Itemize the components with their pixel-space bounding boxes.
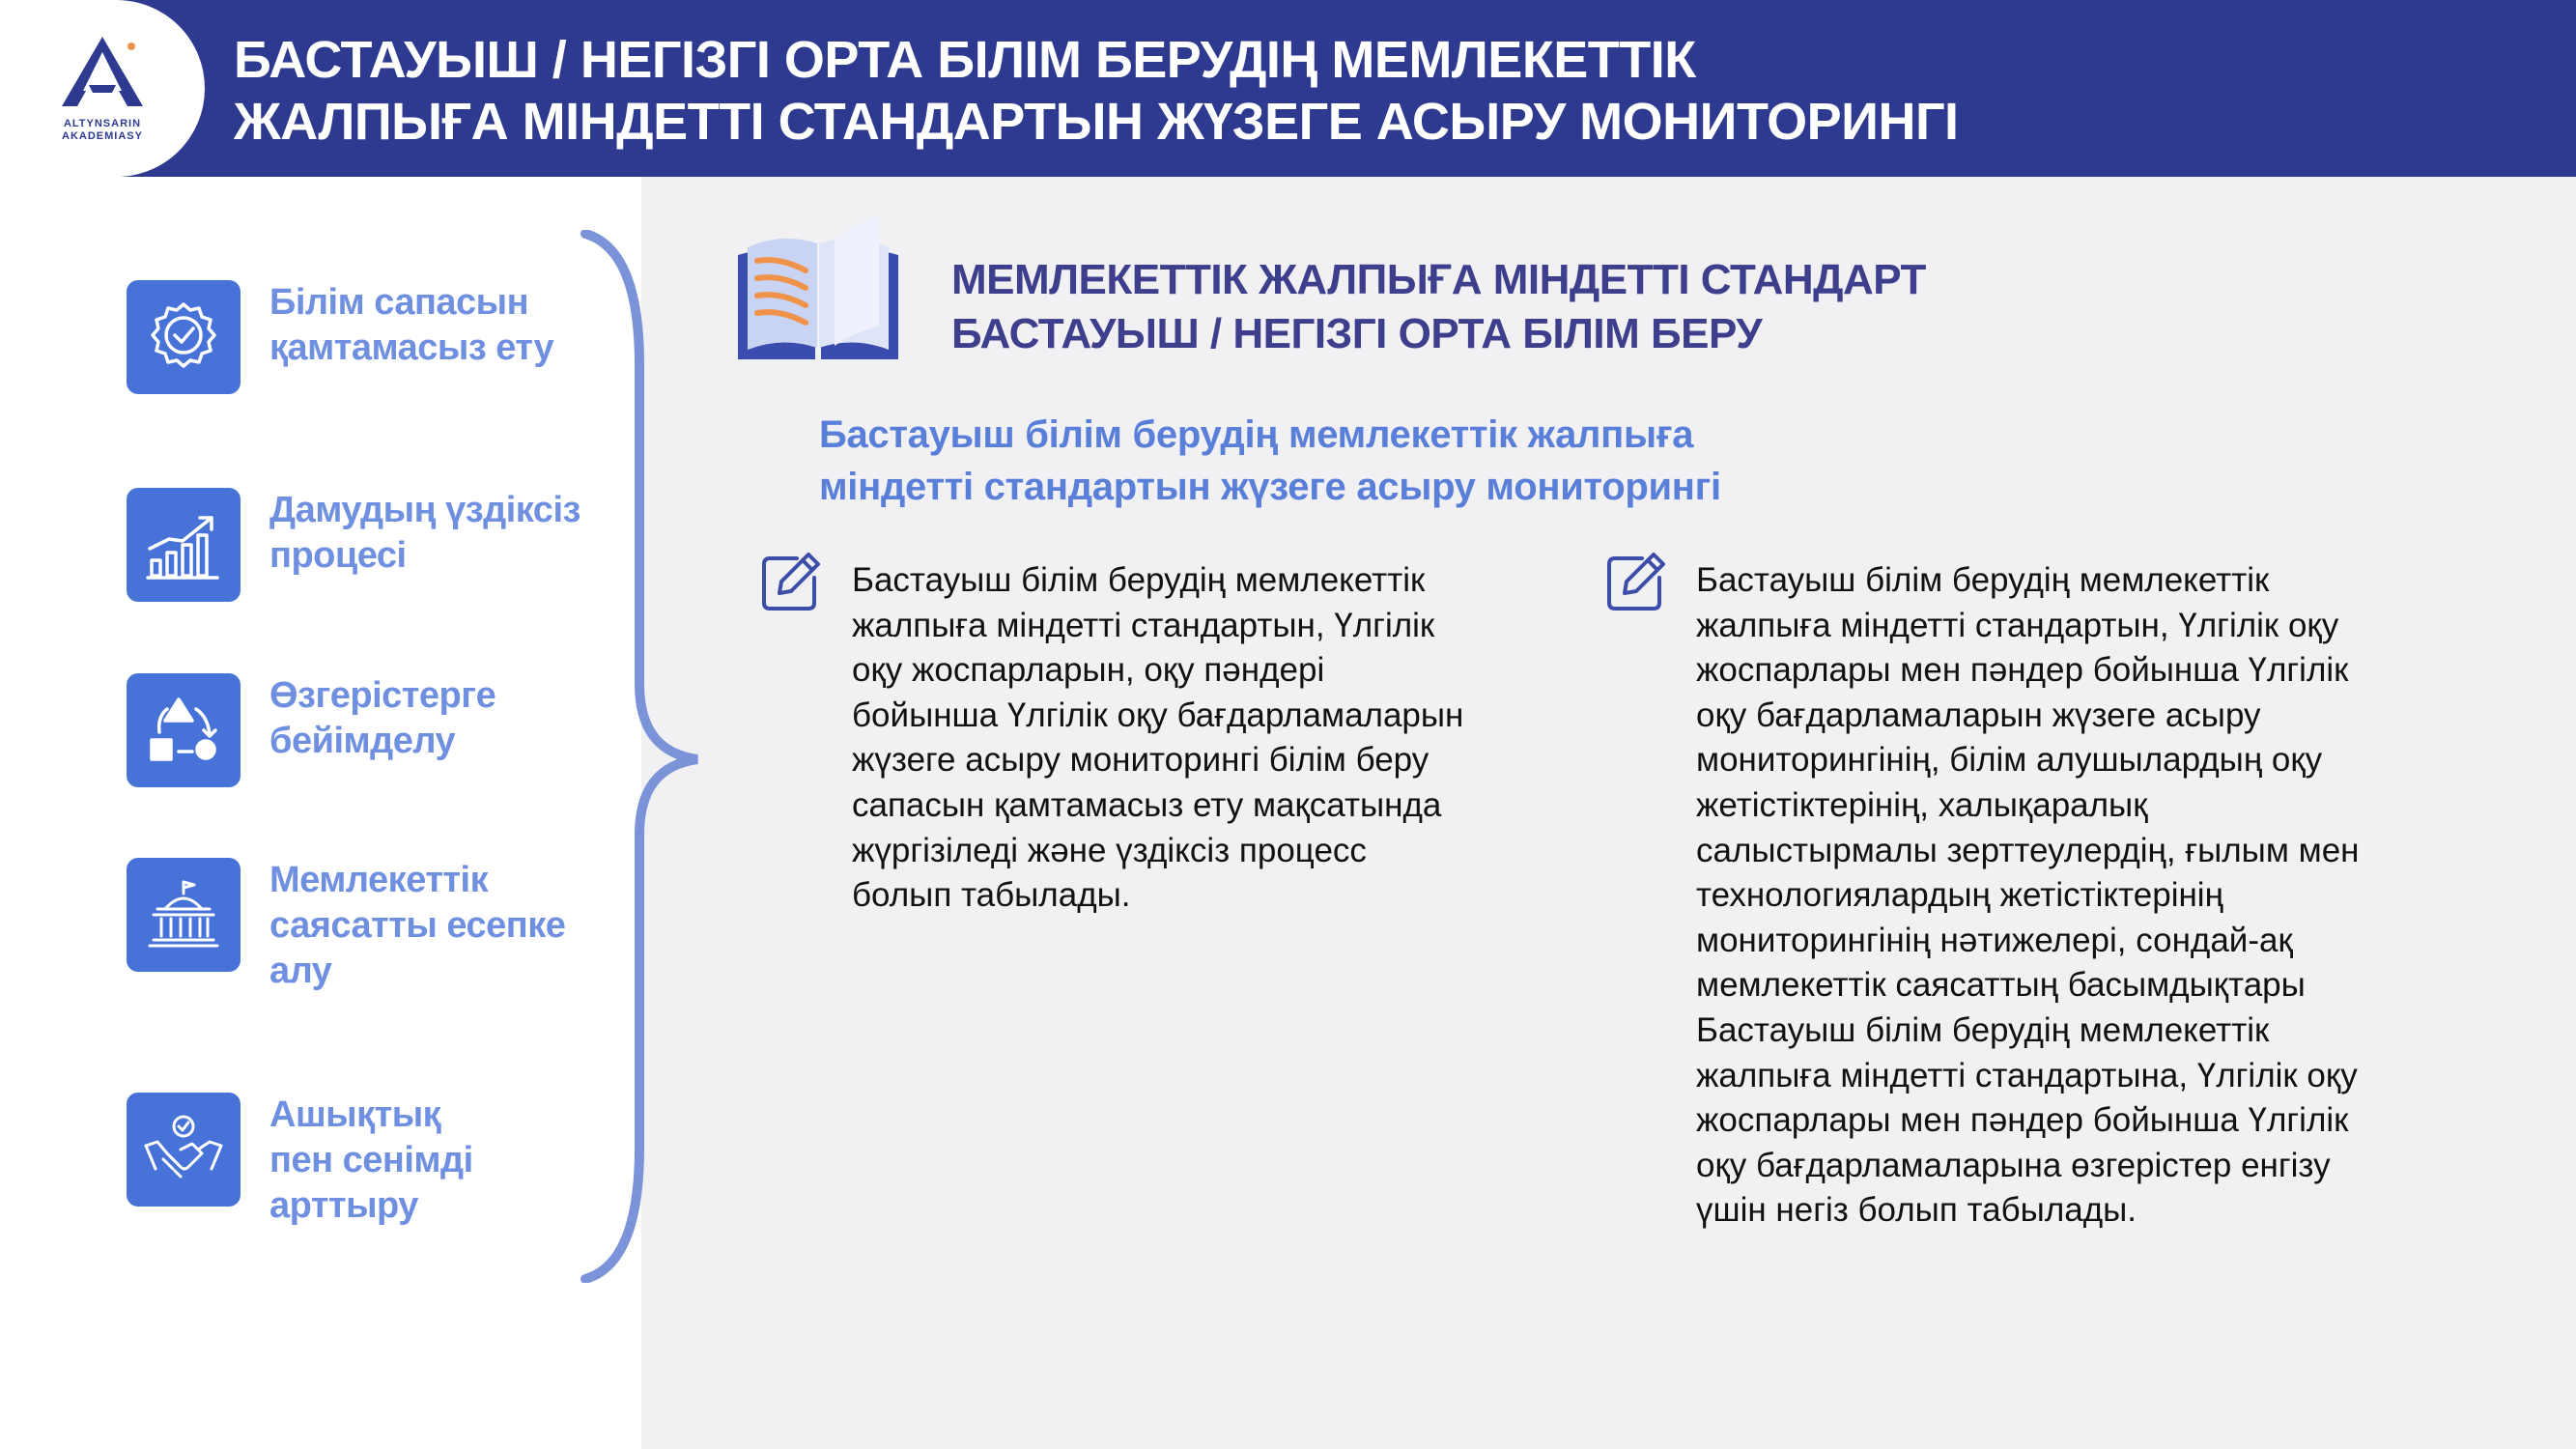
text-line: жоспарлары мен пәндер бойынша Үлгілік	[1696, 1101, 2349, 1140]
text-line: технологиялардың жетістіктерінің	[1696, 876, 2223, 915]
sidebar-item-label: қамтамасыз ету	[269, 327, 554, 368]
text-line: жалпыға міндетті стандартына, Үлгілік оқу	[1696, 1056, 2358, 1094]
text-line: сапасын қамтамасыз ету мақсатында	[852, 785, 1442, 824]
sidebar-item-label: саясатты есепке	[269, 905, 566, 946]
sidebar-item-label: Ашықтық	[269, 1094, 441, 1135]
sidebar-item-label: арттыру	[269, 1185, 418, 1226]
sidebar-item-label: процесі	[269, 535, 407, 576]
handshake-icon	[127, 1093, 241, 1207]
sidebar-item-label: пен сенімді	[269, 1140, 473, 1180]
column-right-text	[1696, 558, 2359, 1234]
text-line: оқу бағдарламаларын жүзеге асыру	[1696, 696, 2261, 734]
logo-mark-icon	[56, 35, 149, 116]
sidebar-item-label: алу	[269, 951, 332, 991]
standard-title	[951, 253, 1926, 361]
page-title-line: БАСТАУЫШ / НЕГІЗГІ ОРТА БІЛІМ БЕРУДІҢ МЕМЛЕКЕТТІК	[234, 31, 1696, 89]
sidebar-item-growth	[127, 488, 580, 602]
section-subtitle	[819, 409, 1721, 513]
sidebar-item-quality	[127, 280, 553, 394]
text-line: жүзеге асыру мониторингі білім беру	[852, 741, 1430, 780]
column-left-text	[852, 558, 1463, 919]
sidebar-item-adaptation	[127, 673, 495, 787]
text-line: жалпыға міндетті стандартын, Үлгілік оқу	[1696, 606, 2339, 644]
text-line: оқу жоспарларын, оқу пәндері	[852, 651, 1325, 690]
quality-badge-icon	[127, 280, 241, 394]
government-building-icon	[127, 858, 241, 972]
text-line: Бастауыш білім берудің мемлекеттік	[852, 561, 1426, 599]
text-line: жетістіктерінің, халықаралық	[1696, 785, 2148, 824]
logo-text-line: AKADEMIASY	[62, 129, 143, 142]
text-line: оқу бағдарламаларына өзгерістер енгізу	[1696, 1146, 2331, 1184]
page-title	[234, 29, 2533, 153]
edit-icon	[758, 549, 824, 614]
edit-icon	[1603, 549, 1669, 614]
text-line: мониторингінің нәтижелері, сондай-ақ	[1696, 921, 2293, 959]
text-line: салыстырмалы зерттеулердің, ғылым мен	[1696, 831, 2360, 869]
sidebar-item-label: Дамудың үздіксіз	[269, 490, 580, 530]
section-subtitle-line: міндетті стандартын жүзеге асыру мониторингі	[819, 466, 1721, 508]
growth-chart-icon	[127, 488, 241, 602]
text-line: жүргізіледі және үздіксіз процесс	[852, 831, 1367, 869]
open-book-icon	[734, 214, 902, 367]
sidebar-item-label: Мемлекеттік	[269, 860, 489, 900]
logo-text-line: ALTYNSARIN	[63, 117, 142, 129]
text-line: бойынша Үлгілік оқу бағдарламаларын	[852, 696, 1464, 734]
text-line: Бастауыш білім берудің мемлекеттік	[1696, 561, 2270, 599]
sidebar-item-label: Білім сапасын	[269, 282, 529, 323]
sidebar-item-policy	[127, 858, 565, 994]
text-line: болып табылады.	[852, 876, 1131, 915]
section-subtitle-line: Бастауыш білім берудің мемлекеттік жалпыға	[819, 413, 1694, 456]
text-line: жоспарлары мен пәндер бойынша Үлгілік	[1696, 651, 2349, 690]
standard-title-line: МЕМЛЕКЕТТІК ЖАЛПЫҒА МІНДЕТТІ СТАНДАРТ	[951, 256, 1926, 303]
header-bar	[0, 0, 2576, 177]
standard-title-line: БАСТАУЫШ / НЕГІЗГІ ОРТА БІЛІМ БЕРУ	[951, 310, 1763, 357]
page-title-line: ЖАЛПЫҒА МІНДЕТТІ СТАНДАРТЫН ЖҮЗЕГЕ АСЫРУ МОНИТОРИНГІ	[234, 93, 1959, 151]
text-line: мемлекеттік саясаттың басымдықтары	[1696, 966, 2306, 1005]
adaptation-cycle-icon	[127, 673, 241, 787]
sidebar-item-trust	[127, 1093, 473, 1229]
curly-brace-divider	[578, 230, 703, 1283]
text-line: Бастауыш білім берудің мемлекеттік	[1696, 1010, 2270, 1049]
text-line: жалпыға міндетті стандартын, Үлгілік	[852, 606, 1435, 644]
text-line: мониторингінің, білім алушылардың оқу	[1696, 741, 2323, 780]
text-line: үшін негіз болып табылады.	[1696, 1191, 2137, 1230]
sidebar-item-label: Өзгерістерге	[269, 675, 496, 716]
altynsarin-logo[interactable]	[0, 0, 205, 177]
sidebar-item-label: бейімделу	[269, 721, 456, 761]
